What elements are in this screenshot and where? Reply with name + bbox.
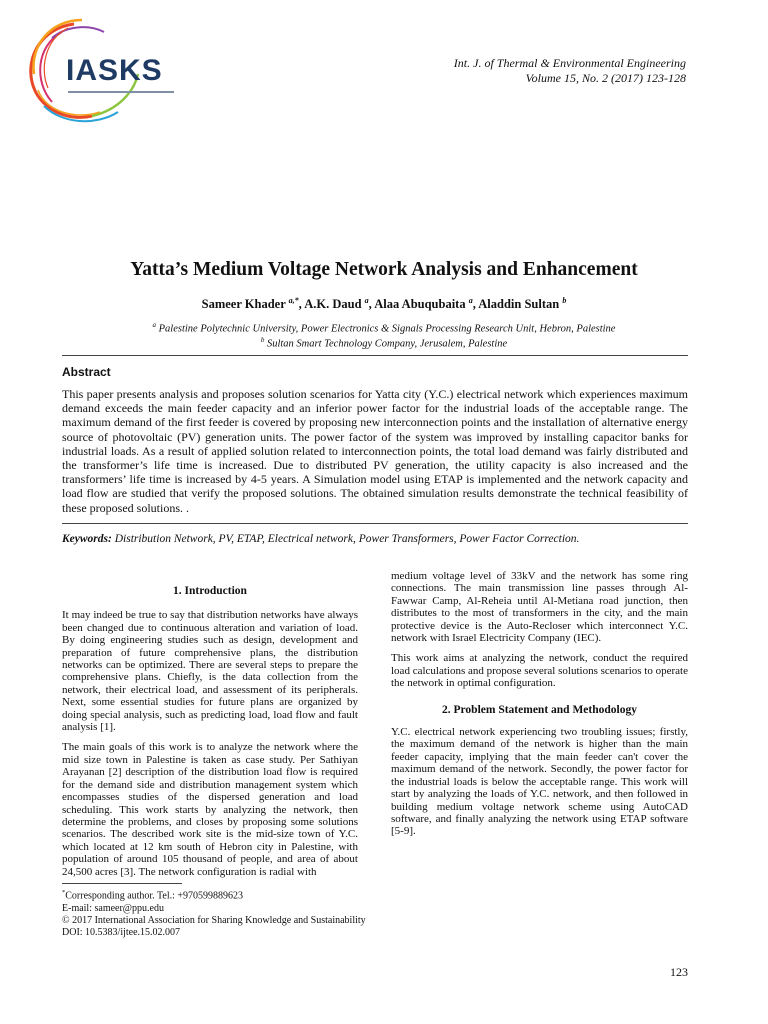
divider — [62, 523, 688, 524]
paragraph: This work aims at analyzing the network, conduct the required load calculations and propose several solutions scenarios to operate the network in optimal configuration. — [391, 652, 688, 690]
keywords-label: Keywords: — [62, 533, 112, 545]
corresponding-author-text: Corresponding author. Tel.: +970599889623 — [65, 890, 244, 902]
author-mark: b — [562, 296, 567, 305]
footnotes — [62, 887, 366, 939]
author-name: A.K. Daud — [304, 297, 362, 312]
author-mark: a,* — [288, 296, 299, 305]
keywords — [62, 533, 688, 545]
abstract-text: This paper presents analysis and proposes solution scenarios for Yatta city (Y.C.) electrical network which experiences maximum demand exceeds the main feeder capacity and an inferior power factor for the industrial loads of the acceptable range. The maximum demand of the first feeder is covered by proposing new interconnection points and the installation of alternative energy source of photovoltaic (PV) generation units. The power factor of the system was improved by installing capacitor banks for industrial loads. As a result of applied solution related to interconnection points, the total load demand was fairly distributed and the transformer’s life time is increased. Due to distributed PV generation, the utility capacity is also increased and the transformers’ life time is increased by 4-5 years. A Simulation model using ETAP is implemented and the network capacity and load flow are studied that verify the proposed solutions. The obtained simulation results demonstrate the technical feasibility of these proposed solutions. . — [62, 387, 688, 515]
email-note: E-mail: sameer@ppu.edu — [62, 902, 164, 914]
author-separator: , — [298, 297, 305, 312]
paragraph: medium voltage level of 33kV and the network has some ring connections. The main transmission line passes through Al-Fawwar Camp, Al-Reheia until Al-Metiana road junction, then distributes to the most of transformers in the city, and the main protective device is the Auto-Recloser which interconnect Y.C. network with Israel Electricity Company (IEC). — [391, 570, 688, 645]
left-column — [62, 585, 358, 886]
footnote-divider — [62, 883, 182, 884]
author-mark: a — [468, 296, 473, 305]
page-number: 123 — [670, 965, 688, 979]
right-column — [391, 570, 688, 846]
author-separator: , — [472, 297, 479, 312]
affiliation-text: Palestine Polytechnic University, Power Electronics & Signals Processing Research Unit, Hebron, Palestine — [158, 323, 616, 335]
journal-volume: Volume 15, No. 2 (2017) 123-128 — [525, 71, 686, 85]
abstract-heading: Abstract — [62, 365, 111, 379]
author-name: Aladdin Sultan — [478, 297, 560, 312]
journal-header — [454, 56, 686, 86]
author-list — [0, 296, 768, 312]
affiliation-text: Sultan Smart Technology Company, Jerusalem, Palestine — [266, 338, 508, 350]
copyright-note: © 2017 International Association for Sharing Knowledge and Sustainability — [62, 914, 366, 926]
iasks-logo — [22, 16, 182, 128]
section-heading-introduction: 1. Introduction — [173, 585, 247, 597]
author-name: Alaa Abuqubaita — [374, 297, 466, 312]
divider — [62, 355, 688, 356]
section-heading-problem-statement: 2. Problem Statement and Methodology — [442, 703, 637, 716]
author-name: Sameer Khader — [201, 297, 286, 312]
paragraph: Y.C. electrical network experiencing two troubling issues; firstly, the maximum demand of the network is higher than the main feeder capacity, implying that the main feeder can't cover the maximum demand of the network. Secondly, the power factor for the industrial loads is below the acceptable range. This work will start by analyzing the loads of Y.C. network, and then followed in building medium voltage network scheme using AutoCAD software, and finally analyzing the network using ETAP software [5-9]. — [391, 726, 688, 838]
journal-name: Int. J. of Thermal & Environmental Engineering — [453, 56, 686, 70]
paragraph: The main goals of this work is to analyze the network where the mid size town in Palestine is taken as case study. Per Sathiyan Arayanan [2] description of the distribution load flow is required for the demand side and distribution management system which encompasses studies of the dispersed generation and load scheduling. This work starts by analyzing the network, then determine the problems, and closes by proposing some solutions scenarios. The described work site is the mid-size town of Y.C. which located at 12 km south of Hebron city in Palestine, with population of around 105 thousand of people, and area of about 24,500 acres [3]. The network configuration is radial with — [62, 741, 358, 878]
affiliation-a — [0, 321, 768, 335]
affiliation-mark: b — [260, 336, 265, 344]
paragraph: It may indeed be true to say that distribution networks have always been changed due to continuous alteration and variation of load. By doing engineering studies such as design, development and preparation of future comprehensive plans, the distribution networks can be optimized. There are several steps to prepare the comprehensive plans. Chiefly, is the data collection from the network, their electrical load, and assessment of its peripherals. Next, some essential studies for future plans are organized by doing special analysis, such as predicting load, load flow and fault analysis [1]. — [62, 609, 358, 734]
logo-text: IASKS — [66, 54, 163, 87]
logo-tagline-line — [68, 91, 174, 93]
affiliation-b — [0, 336, 768, 350]
author-separator: , — [368, 297, 375, 312]
paper-title: Yatta’s Medium Voltage Network Analysis and Enhancement — [130, 259, 638, 280]
footnote-mark: * — [62, 889, 66, 896]
doi-note: DOI: 10.5383/ijtee.15.02.007 — [62, 926, 181, 938]
author-mark: a — [364, 296, 369, 305]
keywords-text: Distribution Network, PV, ETAP, Electrical network, Power Transformers, Power Factor Correction. — [111, 533, 580, 545]
affiliation-mark: a — [152, 321, 156, 329]
corresponding-author-note — [62, 887, 366, 903]
